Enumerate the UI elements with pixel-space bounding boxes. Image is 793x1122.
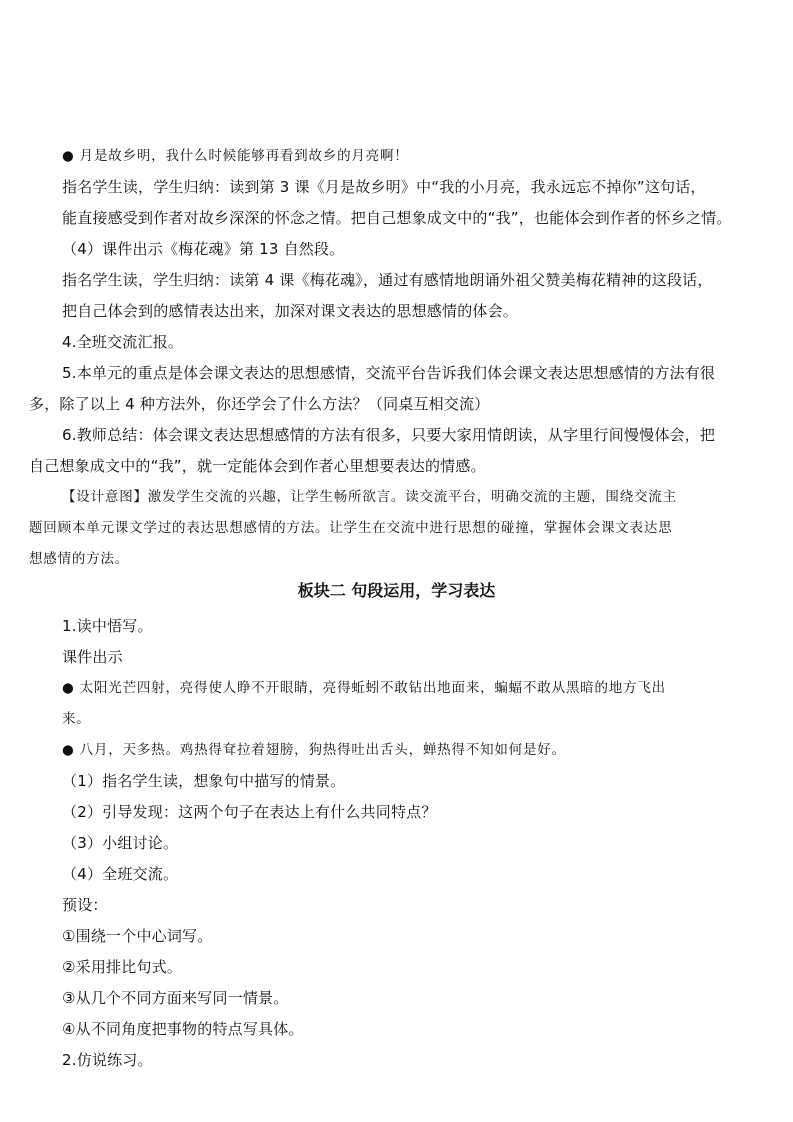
preset-item: ④从不同角度把事物的特点写具体。 — [62, 1020, 304, 1038]
step-4-report: 4.全班交流汇报。 — [62, 333, 184, 351]
design-intent: 【设计意图】激发学生交流的兴趣，让学生畅所欲言。读交流平台，明确交流的主题，围绕交流主 — [62, 489, 677, 505]
design-intent-line: 想感情的方法。 — [29, 551, 130, 567]
sub-step-2: （2）引导发现：这两个句子在表达上有什么共同特点？ — [62, 803, 437, 821]
step-5-focus: 5.本单元的重点是体会课文表达的思想感情，交流平台告诉我们体会课文表达思想感情的方法有很 — [62, 364, 716, 382]
preset-item: ①围绕一个中心词写。 — [62, 927, 213, 945]
step-1-read: 1.读中悟写。 — [62, 617, 153, 635]
preset-item: ③从几个不同方面来写同一情景。 — [62, 989, 289, 1007]
courseware-label: 课件出示 — [62, 648, 123, 666]
sub-step-4: （4）全班交流。 — [62, 865, 179, 883]
step-2-practice: 2.仿说练习。 — [62, 1051, 153, 1069]
example-sentence-sun: ● 太阳光芒四射，亮得使人睁不开眼睛，亮得蚯蚓不敢钻出地面来，蝙蝠不敢从黑暗的地方飞出 — [62, 680, 666, 696]
paragraph-line: 指名学生读，学生归纳：读第 4 课《梅花魂》，通过有感情地朗诵外祖父赞美梅花精神的这段话， — [62, 271, 713, 289]
quote-moon-hometown: ● 月是故乡明，我什么时候能够再看到故乡的月亮啊！ — [62, 148, 409, 164]
preset-label: 预设： — [62, 896, 108, 914]
paragraph-line: 自己想象成文中的“我”，就一定能体会到作者心里想要表达的情感。 — [29, 457, 486, 475]
step-plum-blossom: （4）课件出示《梅花魂》第 13 自然段。 — [62, 240, 345, 258]
sub-step-1: （1）指名学生读，想象句中描写的情景。 — [62, 772, 346, 790]
example-sentence-sun-end: 来。 — [62, 711, 91, 727]
paragraph-line: 能直接感受到作者对故乡深深的怀念之情。把自己想象成文中的“我”，也能体会到作者的怀乡之情。 — [62, 209, 732, 227]
paragraph-line: 把自己体会到的感情表达出来，加深对课文表达的思想感情的体会。 — [62, 302, 519, 320]
paragraph-line: 多，除了以上 4 种方法外，你还学会了什么方法？（同桌互相交流） — [29, 395, 490, 413]
step-6-summary: 6.教师总结：体会课文表达思想感情的方法有很多，只要大家用情朗读，从字里行间慢慢体会，把 — [62, 426, 716, 444]
design-intent-line: 题回顾本单元课文学过的表达思想感情的方法。让学生在交流中进行思想的碰撞，掌握体会课文表达思 — [29, 520, 673, 536]
section-heading: 板块二 句段运用，学习表达 — [297, 581, 496, 600]
sub-step-3: （3）小组讨论。 — [62, 834, 179, 852]
paragraph-line: 指名学生读，学生归纳：读到第 3 课《月是故乡明》中“我的小月亮，我永远忘不掉你”这句话， — [62, 178, 706, 196]
example-sentence-august: ● 八月，天多热。鸡热得耷拉着翅膀，狗热得吐出舌头，蝉热得不知如何是好。 — [62, 742, 566, 758]
preset-item: ②采用排比句式。 — [62, 958, 183, 976]
